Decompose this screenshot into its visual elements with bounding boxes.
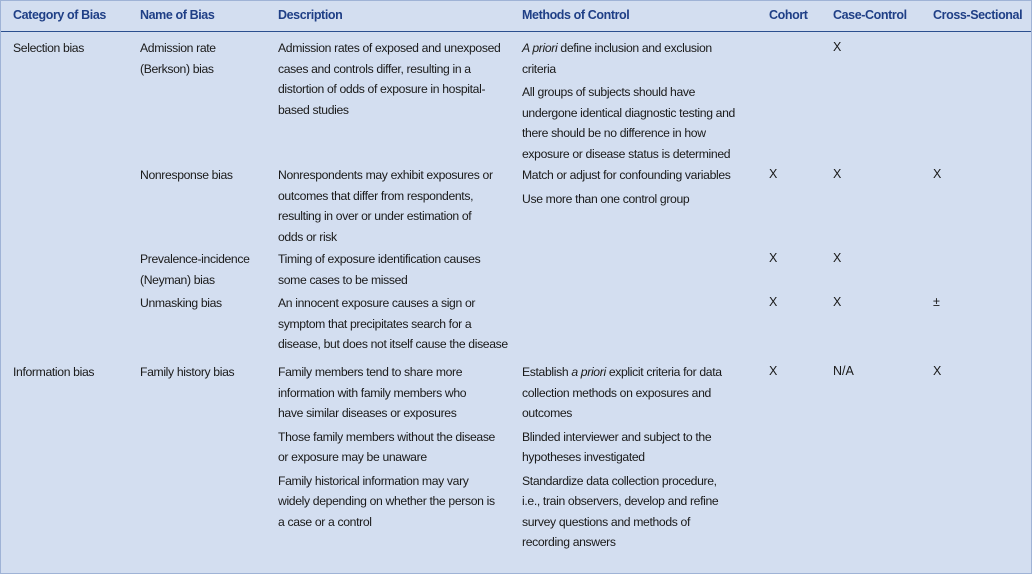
description-line: outcomes that differ from respondents, [278, 188, 474, 203]
method-line: survey questions and methods of [522, 514, 691, 529]
row-description [278, 362, 495, 532]
header-name: Name of Bias [140, 8, 215, 22]
method-line: hypotheses investigated [522, 450, 645, 464]
cohort-mark: X [769, 167, 778, 181]
header-methods: Methods of Control [522, 8, 630, 22]
row-bias-name [140, 38, 216, 79]
method-line: Blinded interviewer and subject to the [522, 429, 712, 444]
row-bias-name [140, 249, 250, 290]
description-line: or exposure may be unaware [278, 450, 427, 464]
description-line: An innocent exposure causes a sign or [278, 296, 476, 310]
row-description [278, 249, 480, 290]
method-italic: a priori [571, 365, 606, 379]
method-line: All groups of subjects should have [522, 85, 696, 99]
header-cohort: Cohort [769, 8, 808, 22]
description-line: Those family members without the disease [278, 429, 495, 444]
description-line: Family historical information may vary [278, 473, 469, 488]
description-line: cases and controls differ, resulting in a [278, 61, 471, 76]
method-line: outcomes [522, 406, 573, 420]
cross-sectional-mark: ± [933, 295, 940, 309]
method-line: Match or adjust for confounding variables [522, 168, 731, 182]
name-line: Nonresponse bias [140, 168, 233, 182]
method-line: criteria [522, 61, 556, 76]
description-line: based studies [278, 102, 349, 117]
header-case-control: Case-Control [833, 8, 907, 22]
case-control-mark: X [833, 167, 842, 181]
method-italic: A priori [522, 41, 558, 55]
method-line: Use more than one control group [522, 191, 690, 206]
name-line: (Berkson) bias [140, 61, 214, 76]
description-line: widely depending on whether the person is [278, 494, 495, 508]
name-line: Unmasking bias [140, 296, 222, 310]
table-header [1, 1, 1031, 32]
cohort-mark: X [769, 251, 778, 265]
row-methods [522, 165, 731, 209]
row-methods [522, 38, 735, 164]
description-line: some cases to be missed [278, 272, 408, 287]
description-line: distortion of odds of exposure in hospital- [278, 82, 486, 96]
cross-sectional-mark: X [933, 167, 942, 181]
row-methods [522, 362, 722, 553]
description-line: odds or risk [278, 229, 337, 244]
row-bias-name [140, 165, 233, 186]
header-cross-sectional: Cross-Sectional [933, 8, 1023, 22]
description-line: Family members tend to share more [278, 365, 463, 379]
description-line: Nonrespondents may exhibit exposures or [278, 168, 493, 182]
header-category: Category of Bias [13, 8, 106, 22]
method-line: exposure or disease status is determined [522, 146, 731, 161]
method-line: i.e., train observers, develop and refine [522, 494, 719, 508]
method-line: Standardize data collection procedure, [522, 473, 717, 488]
description-line: Timing of exposure identification causes [278, 252, 481, 266]
description-line: Admission rates of exposed and unexposed [278, 41, 501, 55]
row-category: Information bias [13, 365, 95, 379]
description-line: have similar diseases or exposures [278, 406, 457, 420]
header-description: Description [278, 8, 343, 22]
case-control-mark: X [833, 251, 842, 265]
case-control-mark: X [833, 295, 842, 309]
row-bias-name [140, 293, 222, 314]
row-description [278, 293, 508, 355]
cohort-mark: X [769, 364, 778, 378]
description-line: a case or a control [278, 514, 372, 529]
row-category: Selection bias [13, 41, 84, 55]
description-line: resulting in over or under estimation of [278, 209, 472, 223]
row-description [278, 165, 493, 247]
description-line: disease, but does not itself cause the disease [278, 337, 508, 351]
method-line: there should be no difference in how [522, 126, 706, 140]
row-description [278, 38, 500, 120]
name-line: Family history bias [140, 365, 235, 379]
cross-sectional-mark: X [933, 364, 942, 378]
name-line: (Neyman) bias [140, 272, 215, 287]
row-bias-name [140, 362, 234, 383]
case-control-mark: X [833, 40, 842, 54]
case-control-mark: N/A [833, 364, 854, 378]
cohort-mark: X [769, 295, 778, 309]
description-line: information with family members who [278, 385, 467, 400]
name-line: Prevalence-incidence [140, 252, 250, 266]
method-line: undergone identical diagnostic testing and [522, 105, 735, 120]
method-line: recording answers [522, 535, 616, 549]
method-line: A priori define inclusion and exclusion [522, 41, 712, 55]
name-line: Admission rate [140, 41, 216, 55]
method-line: Establish a priori explicit criteria for data [522, 365, 722, 379]
method-line: collection methods on exposures and [522, 385, 711, 400]
description-line: symptom that precipitates search for a [278, 316, 472, 331]
